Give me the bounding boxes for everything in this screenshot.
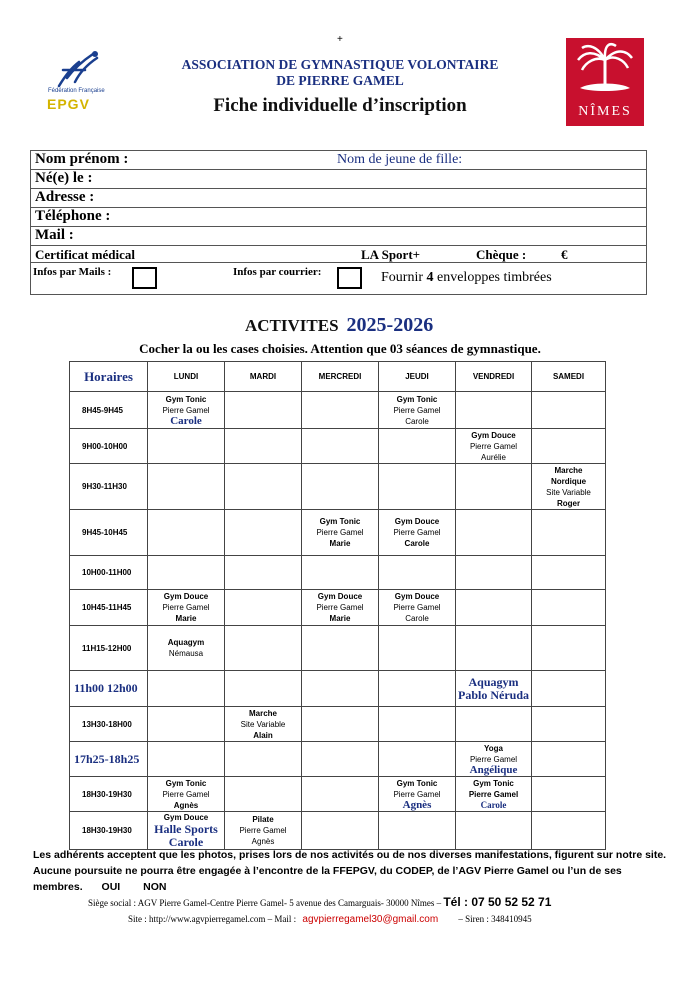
form-row-address[interactable] — [31, 189, 646, 208]
time-cell: 10H45-11H45 — [70, 590, 148, 626]
time-cell: 13H30-18H00 — [70, 707, 148, 742]
empty-cell[interactable] — [302, 392, 379, 429]
site-line — [88, 911, 678, 928]
empty-cell[interactable] — [148, 671, 225, 707]
empty-cell[interactable] — [225, 590, 302, 626]
empty-cell[interactable] — [225, 392, 302, 429]
activity-cell[interactable]: Gym Tonic Pierre Gamel Carole — [456, 777, 532, 812]
header-lundi: LUNDI — [148, 362, 225, 392]
form-row-birthdate[interactable] — [31, 170, 646, 189]
activity-cell[interactable]: Marche Nordique Site Variable Roger — [532, 464, 606, 510]
activity-cell[interactable]: Gym Douce Pierre Gamel Marie — [302, 590, 379, 626]
empty-cell[interactable] — [379, 464, 456, 510]
empty-cell[interactable] — [532, 742, 606, 777]
empty-cell[interactable] — [532, 510, 606, 556]
empty-cell[interactable] — [225, 464, 302, 510]
consent-non[interactable]: NON — [143, 881, 167, 893]
association-name-line2: DE PIERRE GAMEL — [276, 73, 404, 88]
form-row-name[interactable] — [31, 151, 646, 170]
empty-cell[interactable] — [456, 707, 532, 742]
schedule-header-row — [70, 362, 606, 392]
time-cell: 17h25-18h25 — [70, 742, 148, 777]
time-cell: 11H15-12H00 — [70, 626, 148, 671]
document-header — [150, 57, 530, 117]
activity-cell[interactable]: Aquagym Pablo Néruda — [456, 671, 532, 707]
empty-cell[interactable] — [456, 590, 532, 626]
empty-cell[interactable] — [225, 510, 302, 556]
time-cell: 11h00 12h00 — [70, 671, 148, 707]
header-vendredi: VENDREDI — [456, 362, 532, 392]
empty-cell[interactable] — [225, 556, 302, 590]
empty-cell[interactable] — [456, 626, 532, 671]
empty-cell[interactable] — [302, 464, 379, 510]
activities-instructions: Cocher la ou les cases choisies. Attention que 03 séances de gymnastique. — [139, 341, 541, 356]
mail-label: Mail : — [35, 227, 74, 243]
empty-cell[interactable] — [379, 742, 456, 777]
activity-cell[interactable]: Aquagym Némausa — [148, 626, 225, 671]
activity-cell[interactable]: Gym Douce Pierre Gamel Carole — [379, 590, 456, 626]
address-label: Adresse : — [35, 189, 95, 205]
table-row — [70, 812, 606, 850]
empty-cell[interactable] — [302, 812, 379, 850]
empty-cell[interactable] — [302, 777, 379, 812]
time-cell: 9H00-10H00 — [70, 429, 148, 464]
nimes-logo — [566, 38, 644, 126]
empty-cell[interactable] — [302, 742, 379, 777]
empty-cell[interactable] — [456, 556, 532, 590]
siren-number: – Siren : 348410945 — [458, 914, 532, 924]
empty-cell[interactable] — [532, 590, 606, 626]
empty-cell[interactable] — [225, 777, 302, 812]
photo-consent-notice — [33, 847, 673, 895]
time-cell: 8H45-9H45 — [70, 392, 148, 429]
empty-cell[interactable] — [148, 464, 225, 510]
activity-cell[interactable]: Gym Douce Pierre Gamel Marie — [148, 590, 225, 626]
activity-cell[interactable]: Gym Douce Halle Sports Carole — [148, 812, 225, 850]
time-cell: 10H00-11H00 — [70, 556, 148, 590]
empty-cell[interactable] — [532, 812, 606, 850]
table-row — [70, 742, 606, 777]
header-samedi: SAMEDI — [532, 362, 606, 392]
seat-line — [88, 894, 678, 911]
activities-title — [245, 314, 433, 337]
activity-cell[interactable]: Pilate Pierre Gamel Agnès — [225, 812, 302, 850]
empty-cell[interactable] — [532, 626, 606, 671]
notice-line3: membres. OUI NON — [33, 881, 167, 893]
schedule-table — [69, 361, 606, 850]
empty-cell[interactable] — [532, 392, 606, 429]
table-row — [70, 510, 606, 556]
form-row-certificate — [31, 246, 646, 263]
empty-cell[interactable] — [302, 429, 379, 464]
activity-cell[interactable]: Gym Tonic Pierre Gamel Carole — [148, 392, 225, 429]
epgv-logo — [45, 48, 115, 114]
empty-cell[interactable] — [148, 429, 225, 464]
empty-cell[interactable] — [532, 429, 606, 464]
activity-cell[interactable]: Gym Douce Pierre Gamel Carole — [379, 510, 456, 556]
empty-cell[interactable] — [225, 626, 302, 671]
empty-cell[interactable] — [379, 556, 456, 590]
empty-cell[interactable] — [532, 707, 606, 742]
form-row-mail[interactable] — [31, 227, 646, 246]
infos-courrier-label: Infos par courrier: — [233, 266, 322, 278]
infos-mails-checkbox[interactable] — [132, 267, 157, 289]
epgv-brand-text: EPGV — [47, 96, 90, 112]
form-row-phone[interactable] — [31, 208, 646, 227]
plus-mark: + — [337, 34, 343, 45]
empty-cell[interactable] — [456, 812, 532, 850]
seat-address: Siège social : AGV Pierre Gamel-Centre Pierre Gamel- 5 avenue des Camarguais- 30000 Nîmes – — [88, 898, 442, 908]
empty-cell[interactable] — [302, 671, 379, 707]
table-row — [70, 429, 606, 464]
empty-cell[interactable] — [379, 707, 456, 742]
empty-cell[interactable] — [456, 510, 532, 556]
empty-cell[interactable] — [532, 777, 606, 812]
time-cell: 9H30-11H30 — [70, 464, 148, 510]
table-row — [70, 671, 606, 707]
header-jeudi: JEUDI — [379, 362, 456, 392]
activity-cell[interactable]: Gym Tonic Pierre Gamel Marie — [302, 510, 379, 556]
header-mercredi: MERCREDI — [302, 362, 379, 392]
table-row — [70, 392, 606, 429]
birthdate-label: Né(e) le : — [35, 170, 93, 186]
epgv-federation-text: Fédération Française — [48, 88, 105, 94]
empty-cell[interactable] — [302, 556, 379, 590]
consent-oui[interactable]: OUI — [101, 881, 121, 893]
name-label: Nom prénom : — [35, 151, 129, 167]
empty-cell[interactable] — [225, 742, 302, 777]
table-row — [70, 464, 606, 510]
gymnast-figure-icon — [45, 48, 115, 90]
phone-label: Téléphone : — [35, 208, 111, 224]
activity-cell[interactable]: Yoga Pierre Gamel Angélique — [456, 742, 532, 777]
empty-cell[interactable] — [379, 626, 456, 671]
empty-cell[interactable] — [379, 812, 456, 850]
empty-cell[interactable] — [302, 707, 379, 742]
time-cell: 9H45-10H45 — [70, 510, 148, 556]
empty-cell[interactable] — [456, 392, 532, 429]
cheque-label: Chèque : — [476, 247, 527, 262]
empty-cell[interactable] — [148, 707, 225, 742]
table-row — [70, 707, 606, 742]
notice-line2: Aucune poursuite ne pourra être engagée à l’encontre de la FFEPGV, du CODEP, de l’AGV Pierre Gamel ou l’un de ses — [33, 865, 622, 877]
la-sport-label: LA Sport+ — [361, 247, 421, 262]
euro-sign: € — [561, 247, 568, 262]
empty-cell[interactable] — [148, 510, 225, 556]
page-title: Fiche individuelle d’inscription — [213, 95, 467, 116]
empty-cell[interactable] — [148, 556, 225, 590]
empty-cell[interactable] — [379, 429, 456, 464]
association-name-line1: ASSOCIATION DE GYMNASTIQUE VOLONTAIRE — [181, 57, 499, 72]
phone-number: Tél : 07 50 52 52 71 — [443, 895, 552, 909]
header-horaires: Horaires — [70, 362, 148, 392]
empty-cell[interactable] — [379, 671, 456, 707]
table-row — [70, 556, 606, 590]
infos-courrier-checkbox[interactable] — [337, 267, 362, 289]
empty-cell[interactable] — [532, 556, 606, 590]
season-year: 2025-2026 — [346, 314, 434, 336]
nimes-logo-text: NÎMES — [578, 104, 632, 119]
time-cell: 18H30-19H30 — [70, 777, 148, 812]
empty-cell[interactable] — [225, 429, 302, 464]
activity-cell[interactable]: Gym Tonic Pierre Gamel Carole — [379, 392, 456, 429]
registration-form — [30, 150, 647, 295]
palm-crocodile-icon — [566, 38, 644, 102]
header-mardi: MARDI — [225, 362, 302, 392]
empty-cell[interactable] — [148, 742, 225, 777]
table-row — [70, 777, 606, 812]
maiden-name-label: Nom de jeune de fille: — [337, 152, 463, 167]
notice-line1: Les adhérents acceptent que les photos, prises lors de nos activités ou de nos diverses manifestations, figurent sur notre site. — [33, 849, 667, 861]
activity-cell[interactable]: Gym Tonic Pierre Gamel Agnès — [379, 777, 456, 812]
website-label: Site : http://www.agvpierregamel.com – Mail : — [128, 914, 297, 924]
activities-label: ACTIVITES — [245, 316, 339, 335]
empty-cell[interactable] — [302, 626, 379, 671]
footer-contact — [88, 894, 678, 928]
empty-cell[interactable] — [532, 671, 606, 707]
activity-cell[interactable]: Marche Site Variable Alain — [225, 707, 302, 742]
email-link[interactable]: agvpierregamel30@gmail.com — [302, 914, 439, 925]
table-row — [70, 626, 606, 671]
activity-cell[interactable]: Gym Douce Pierre Gamel Aurélie — [456, 429, 532, 464]
time-cell: 18H30-19H30 — [70, 812, 148, 850]
envelopes-count: 4 — [426, 270, 434, 285]
empty-cell[interactable] — [456, 464, 532, 510]
certificate-label: Certificat médical — [35, 247, 135, 262]
envelopes-instruction: Fournir 4 enveloppes timbrées — [381, 270, 552, 285]
table-row — [70, 590, 606, 626]
activity-cell[interactable]: Gym Tonic Pierre Gamel Agnès — [148, 777, 225, 812]
empty-cell[interactable] — [225, 671, 302, 707]
infos-mails-label: Infos par Mails : — [33, 266, 112, 278]
